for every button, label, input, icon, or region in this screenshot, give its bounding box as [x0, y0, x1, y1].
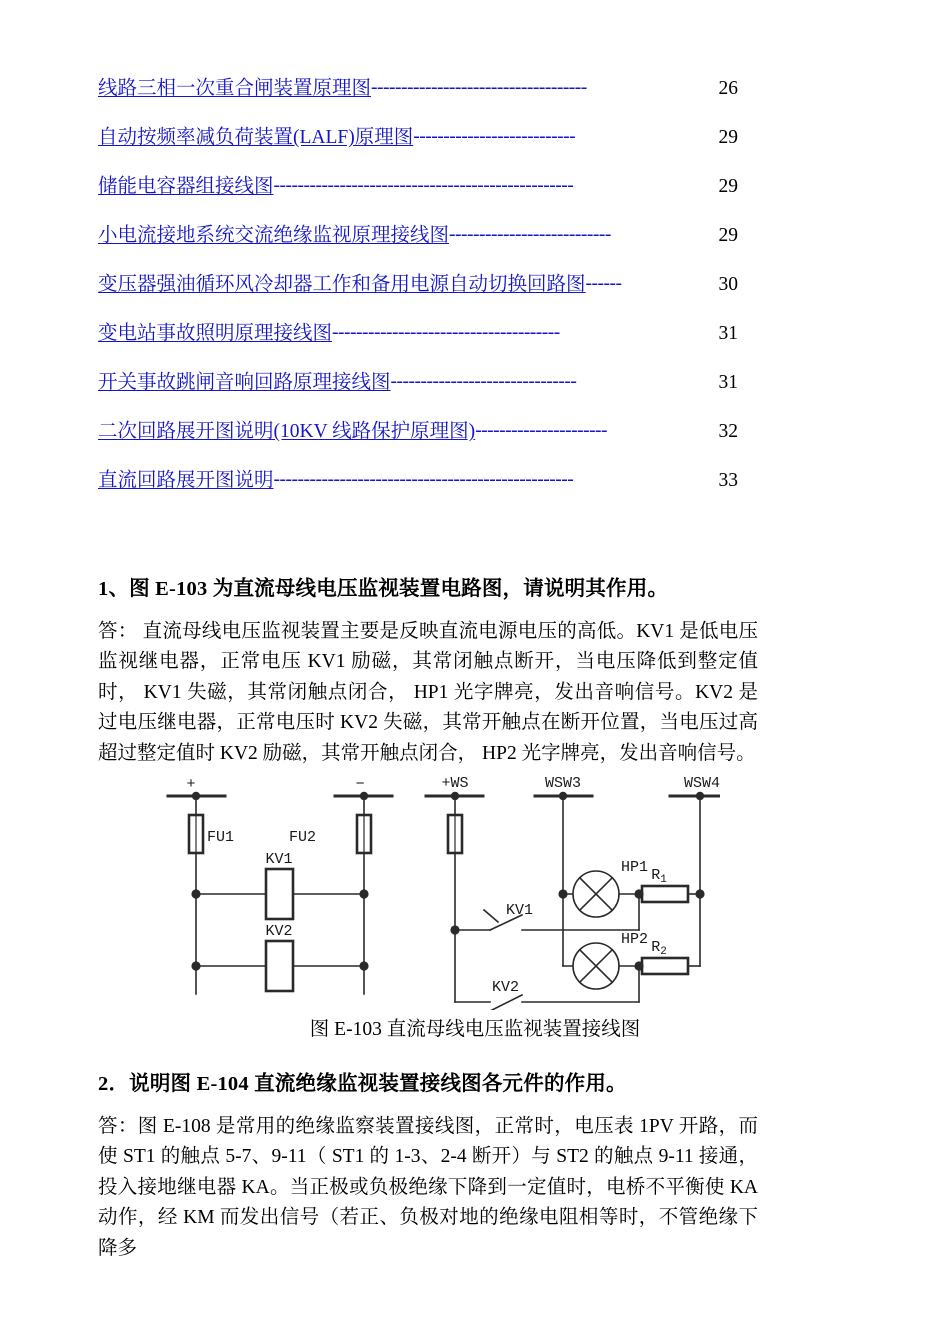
question-1-answer: 答： 直流母线电压监视装置主要是反映直流电源电压的高低。KV1 是低电压监视继电器，正常电压 KV1 励磁，其常闭触点断开，当电压降低到整定值时， KV1 失磁，其常闭触点闭合， HP1 光字牌亮，发出音响信号。KV2 是过电压继电器，正常电压时 KV2 失磁，其常开触点在断开位置，当电压过高超过整定值时 KV2 励磁，其常开触点闭合， HP2 光字牌亮，发出音响信号。	[98, 621, 758, 764]
question-2-heading: 2．说明图 E-104 直流绝缘监视装置接线图各元件的作用。	[98, 1073, 627, 1095]
label-coil-kv2: KV2	[265, 923, 293, 940]
toc-leader-dots: ---------------------------	[449, 224, 611, 245]
relay-coil-kv2	[266, 941, 293, 991]
toc-entry-title[interactable]: 变电站事故照明原理接线图	[98, 323, 333, 344]
toc-page-number: 31	[718, 372, 738, 393]
label-lamp-hp2: HP2	[621, 931, 649, 948]
toc-entry-title[interactable]: 二次回路展开图说明(10KV 线路保护原理图)	[98, 421, 476, 442]
toc-page-number: 29	[718, 127, 738, 148]
label-resistor-r2: $R_2$	[651, 939, 667, 958]
junction-dot	[359, 889, 368, 898]
toc-entry[interactable]	[98, 464, 738, 513]
figure-caption-e103: 图 E-103 直流母线电压监视装置接线图	[309, 1019, 641, 1040]
junction-dot	[191, 889, 200, 898]
toc-page-number: 30	[718, 274, 738, 295]
circuit-diagram-e103	[150, 770, 720, 1015]
toc-page-number: 29	[718, 176, 738, 197]
toc-leader-dots: ------------------------------------	[371, 77, 587, 98]
label-resistor-r1: $R_1$	[651, 867, 667, 886]
toc-entry[interactable]	[98, 366, 738, 415]
junction-dot	[360, 792, 368, 800]
junction-dot	[634, 889, 643, 898]
toc-entry-title[interactable]: 自动按频率减负荷装置(LALF)原理图	[98, 127, 414, 148]
toc-leader-dots: ------	[585, 273, 622, 294]
junction-dot	[558, 889, 567, 898]
junction-dot	[191, 961, 200, 970]
contact-kv1-nc-bar	[484, 910, 498, 922]
toc-page-number: 29	[718, 225, 738, 246]
question-2-answer: 答：图 E-108 是常用的绝缘监察装置接线图，正常时，电压表 1PV 开路，而使 ST1 的触点 5-7、9-11（ ST1 的 1-3、2-4 断开）与 ST2 的触点 9-11 接通，投入接地继电器 KA。当正极或负极绝缘下降到一定值时，电桥不平衡使 KA 动作，经 KM 而发出信号（若正、负极对地的绝缘电阻相等时，不管绝缘下降多	[98, 1116, 758, 1259]
label-contact-kv1: KV1	[506, 902, 534, 919]
circuit-svg	[150, 770, 720, 1010]
toc-leader-dots: -------------------------------	[390, 371, 577, 392]
label-bus-positive: +	[186, 776, 196, 793]
junction-dot	[192, 792, 200, 800]
toc-entry-title[interactable]: 储能电容器组接线图	[98, 176, 274, 197]
resistor-r1-body	[642, 886, 688, 902]
toc-entry-title[interactable]: 变压器强油循环风冷却器工作和备用电源自动切换回路图	[98, 274, 586, 295]
junction-dot	[359, 961, 368, 970]
label-fuse-fu1: FU1	[207, 829, 235, 846]
toc-entry[interactable]	[98, 317, 738, 366]
label-bus-wsw3: WSW3	[544, 775, 582, 792]
toc-page-number: 31	[718, 323, 738, 344]
toc-entry-title[interactable]: 直流回路展开图说明	[98, 470, 274, 491]
toc-leader-dots: --------------------------------------------------	[273, 469, 574, 490]
resistor-r2-body	[642, 958, 688, 974]
label-coil-kv1: KV1	[265, 851, 293, 868]
toc-entry[interactable]	[98, 268, 738, 317]
label-lamp-hp1: HP1	[621, 859, 649, 876]
junction-dot	[696, 792, 704, 800]
label-bus-wsw4: WSW4	[683, 775, 720, 792]
label-contact-kv2: KV2	[492, 979, 520, 996]
toc-entry[interactable]	[98, 415, 738, 464]
toc-leader-dots: ----------------------	[475, 420, 608, 441]
toc-entry-title[interactable]: 线路三相一次重合闸装置原理图	[98, 78, 372, 99]
toc-entry[interactable]	[98, 170, 738, 219]
toc-entry-title[interactable]: 开关事故跳闸音响回路原理接线图	[98, 372, 391, 393]
junction-dot	[559, 792, 567, 800]
toc-page-number: 33	[718, 470, 738, 491]
toc-entry-title[interactable]: 小电流接地系统交流绝缘监视原理接线图	[98, 225, 450, 246]
junction-dot	[634, 961, 643, 970]
toc-page-number: 26	[718, 78, 738, 99]
toc-entry[interactable]	[98, 121, 738, 170]
label-bus-ws: +WS	[441, 775, 469, 792]
toc-page-number: 32	[718, 421, 738, 442]
label-fuse-fu2: FU2	[288, 829, 316, 846]
label-bus-negative: −	[355, 776, 365, 793]
table-of-contents	[98, 72, 738, 513]
question-1-heading: 1、图 E-103 为直流母线电压监视装置电路图，请说明其作用。	[98, 578, 669, 600]
toc-entry[interactable]	[98, 219, 738, 268]
junction-dot	[451, 792, 459, 800]
toc-leader-dots: --------------------------------------------------	[273, 175, 574, 196]
toc-leader-dots: --------------------------------------	[332, 322, 560, 343]
relay-coil-kv1	[266, 869, 293, 919]
junction-dot	[695, 889, 704, 898]
junction-dot	[450, 925, 459, 934]
toc-entry[interactable]	[98, 72, 738, 121]
toc-leader-dots: ---------------------------	[413, 126, 576, 147]
